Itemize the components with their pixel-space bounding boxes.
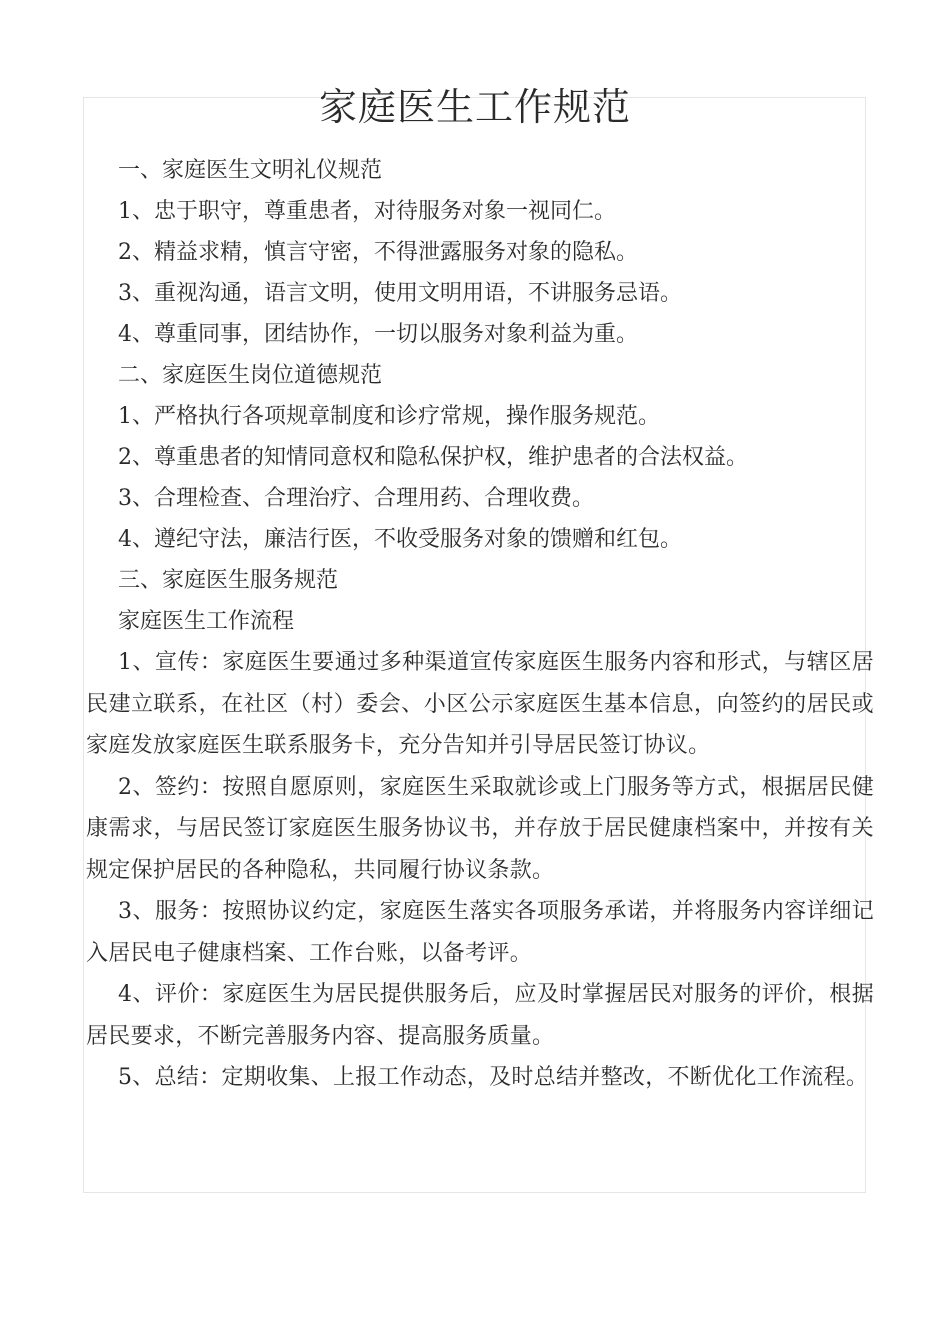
etiquette-item: 4、尊重同事，团结协作，一切以服务对象利益为重。 (118, 322, 638, 347)
section-heading-etiquette: 一、家庭医生文明礼仪规范 (118, 158, 383, 183)
ethics-item: 4、遵纪守法，廉洁行医，不收受服务对象的馈赠和红包。 (118, 527, 682, 552)
workflow-paragraph: 4、评价：家庭医生为居民提供服务后，应及时掌握居民对服务的评价，根据居民要求，不断完善服务内容、提高服务质量。 (86, 982, 874, 1049)
document-body (86, 150, 874, 1099)
workflow-subheading: 家庭医生工作流程 (118, 609, 295, 634)
workflow-paragraph: 2、签约：按照自愿原则，家庭医生采取就诊或上门服务等方式，根据居民健康需求，与居民签订家庭医生服务协议书，并存放于居民健康档案中，并按有关规定保护居民的各种隐私，共同履行协议条款。 (86, 774, 874, 883)
workflow-paragraph: 5、总结：定期收集、上报工作动态，及时总结并整改，不断优化工作流程。 (118, 1065, 869, 1090)
ethics-item: 1、严格执行各项规章制度和诊疗常规，操作服务规范。 (118, 404, 660, 429)
etiquette-item: 2、精益求精，慎言守密，不得泄露服务对象的隐私。 (118, 240, 638, 265)
ethics-item: 3、合理检查、合理治疗、合理用药、合理收费。 (118, 486, 594, 511)
ethics-item: 2、尊重患者的知情同意权和隐私保护权，维护患者的合法权益。 (118, 445, 748, 470)
document-title: 家庭医生工作规范 (318, 85, 631, 129)
workflow-paragraph: 1、宣传：家庭医生要通过多种渠道宣传家庭医生服务内容和形式，与辖区居民建立联系，在社区（村）委会、小区公示家庭医生基本信息，向签约的居民或家庭发放家庭医生联系服务卡，充分告知并引导居民签订协议。 (86, 650, 874, 758)
etiquette-item: 1、忠于职守，尊重患者，对待服务对象一视同仁。 (118, 199, 616, 224)
section-heading-service: 三、家庭医生服务规范 (118, 568, 339, 593)
etiquette-item: 3、重视沟通，语言文明，使用文明用语，不讲服务忌语。 (118, 281, 682, 306)
section-heading-ethics: 二、家庭医生岗位道德规范 (118, 363, 383, 388)
workflow-paragraph: 3、服务：按照协议约定，家庭医生落实各项服务承诺，并将服务内容详细记入居民电子健康档案、工作台账，以备考评。 (86, 899, 874, 966)
